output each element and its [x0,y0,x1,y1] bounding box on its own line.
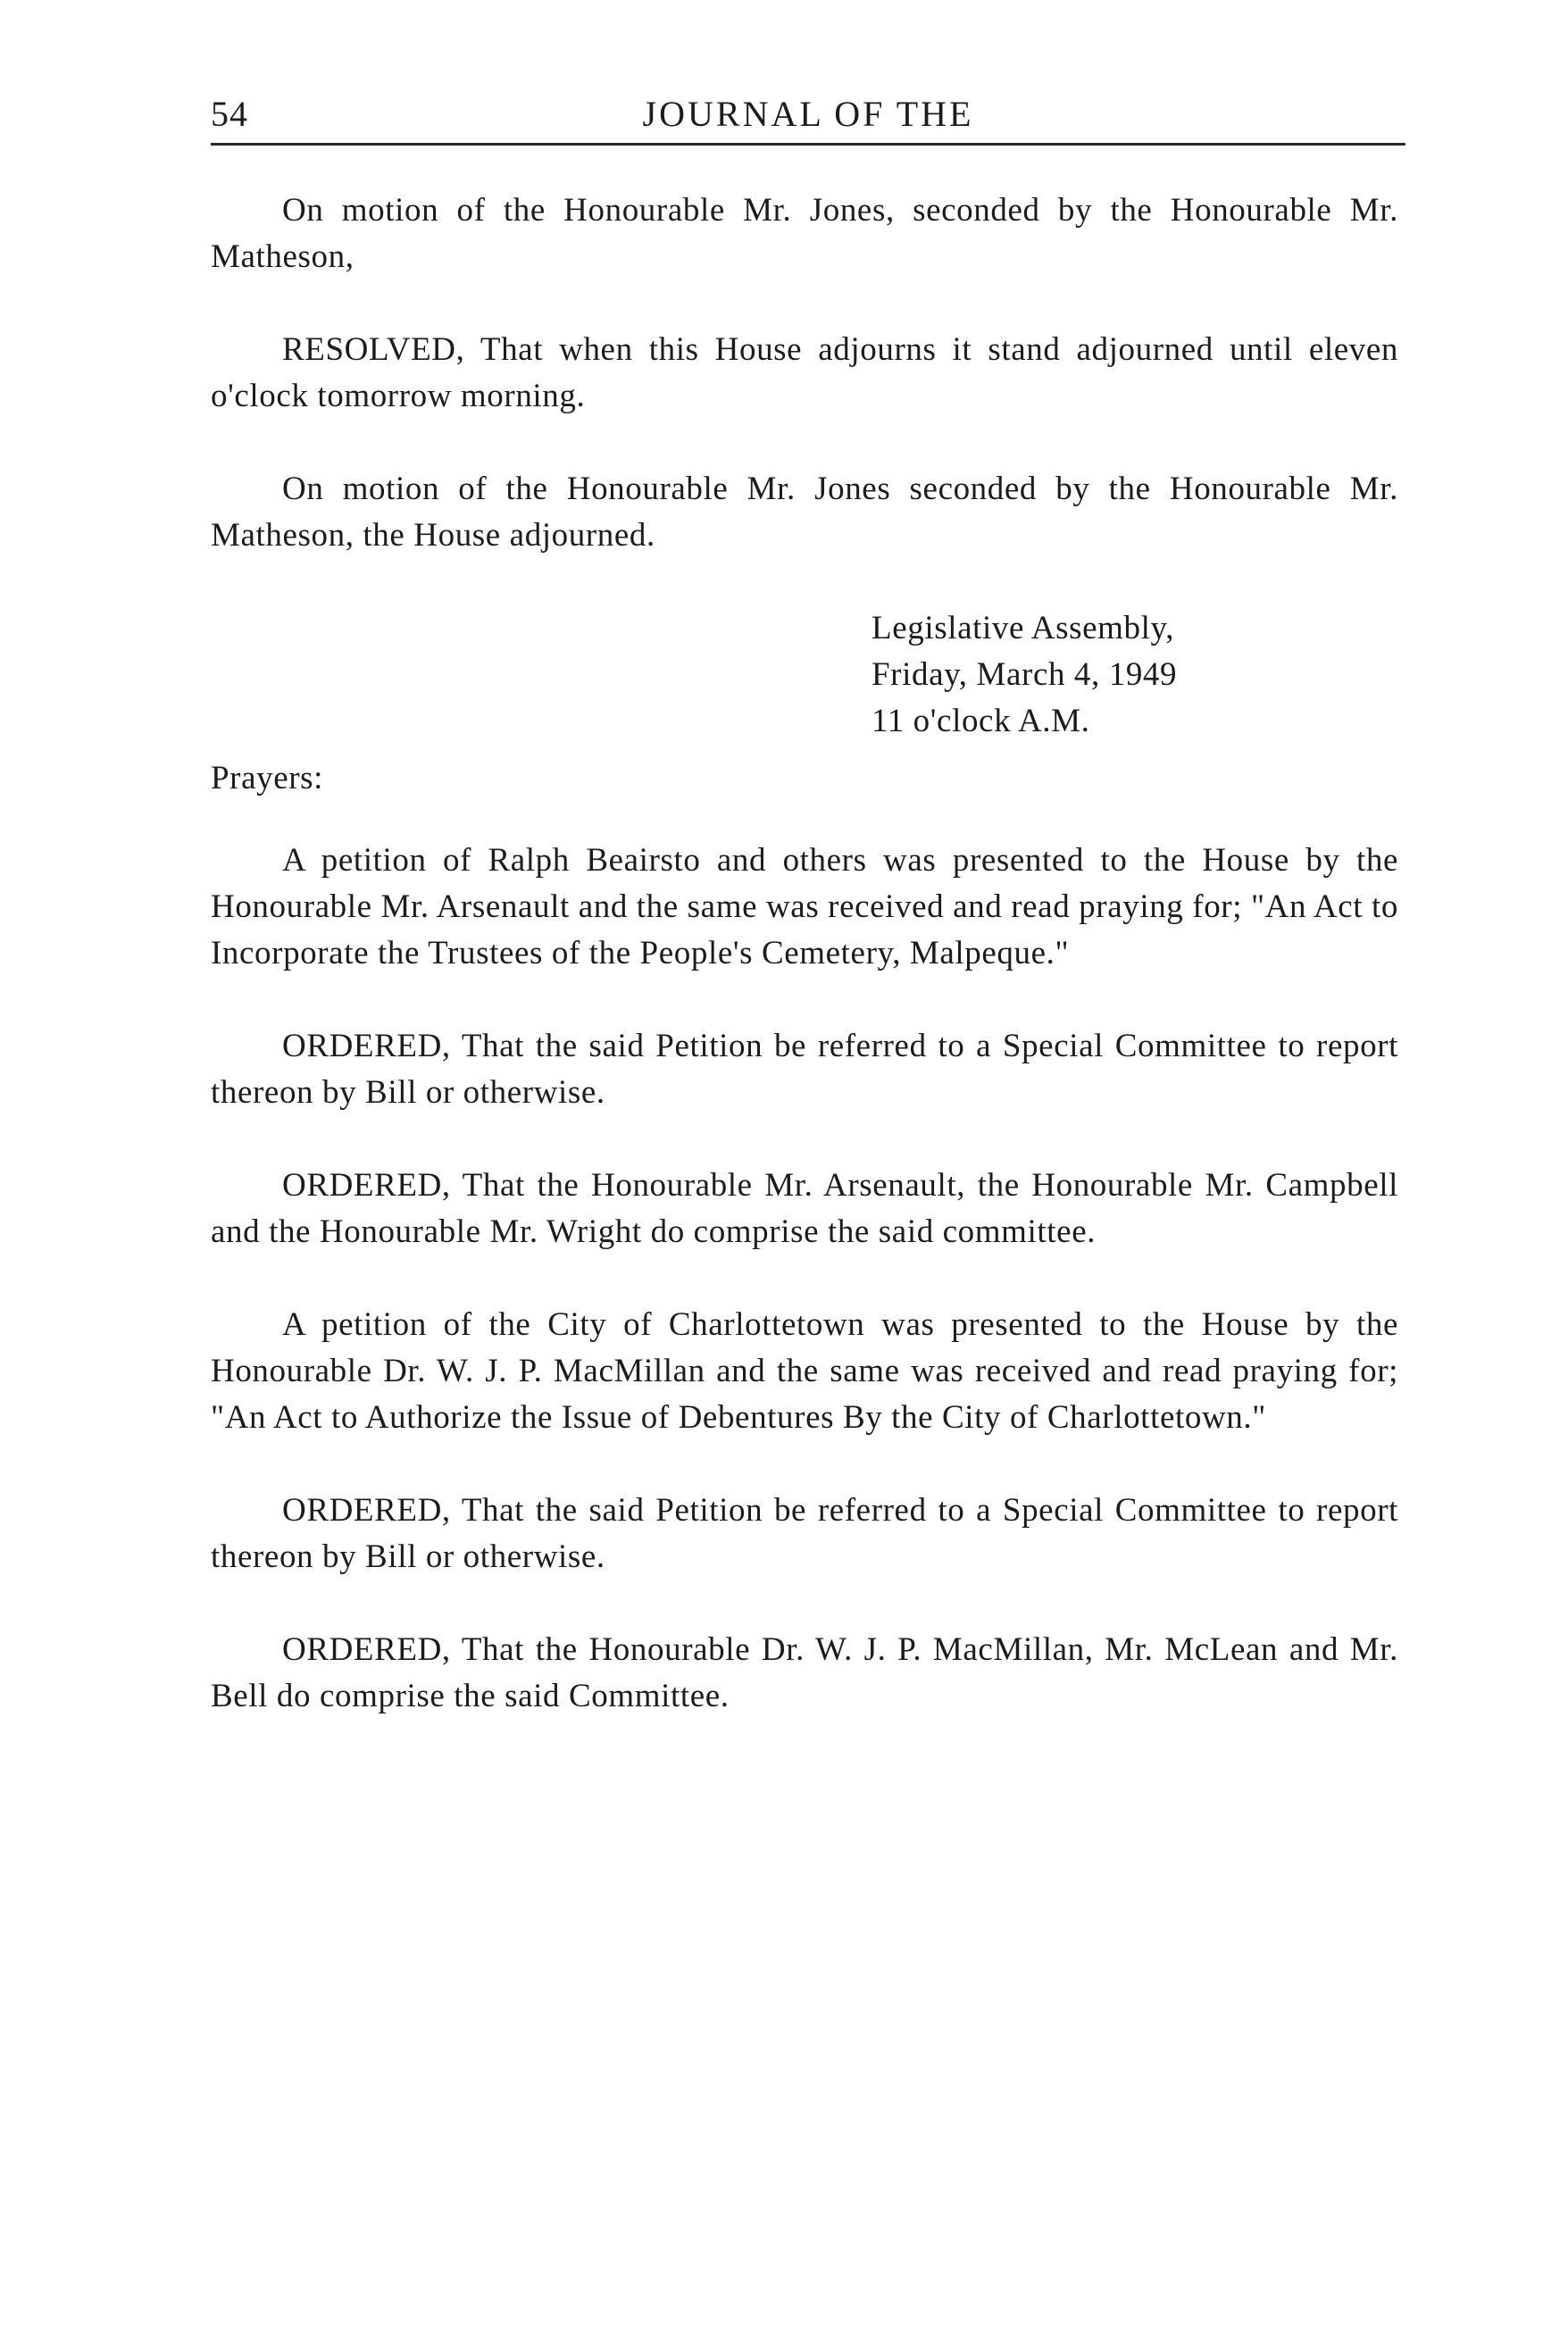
order-paragraph: ORDERED, That the Honourable Mr. Arsenault, the Honourable Mr. Campbell and the Honourable Mr. Wright do comprise the said committee. [211,1167,1398,1250]
sitting-dateline [872,605,1398,745]
dateline-assembly: Legislative Assembly, [872,610,1175,646]
dateline-date: Friday, March 4, 1949 [872,656,1178,693]
page-header [211,88,1405,146]
running-head: JOURNAL OF THE [642,94,974,134]
prayers-label: Prayers: [211,760,324,796]
order-paragraph: ORDERED, That the Honourable Dr. W. J. P. MacMillan, Mr. McLean and Mr. Bell do comprise the said Committee. [211,1631,1398,1714]
dateline-time: 11 o'clock A.M. [872,703,1090,739]
petition-paragraph: A petition of Ralph Beairsto and others was presented to the House by the Honourable Mr. Arsenault and the same was received and read praying for; "An Act to Incorporate the Trustees of the People's Cemetery, Malpeque." [211,842,1398,971]
order-paragraph: ORDERED, That the said Petition be referred to a Special Committee to report thereon by Bill or otherwise. [211,1028,1398,1111]
page-number: 54 [211,94,248,134]
motion-paragraph: On motion of the Honourable Mr. Jones, seconded by the Honourable Mr. Matheson, [211,192,1398,275]
journal-body [211,188,1398,1766]
resolution-paragraph: RESOLVED, That when this House adjourns it stand adjourned until eleven o'clock tomorrow morning. [211,331,1398,414]
adjournment-paragraph: On motion of the Honourable Mr. Jones seconded by the Honourable Mr. Matheson, the House adjourned. [211,471,1398,554]
petition-paragraph: A petition of the City of Charlottetown was presented to the House by the Honourable Dr. W. J. P. MacMillan and the same was received and read praying for; "An Act to Authorize the Issue of Debentures By the City of Charlottetown." [211,1306,1398,1436]
order-paragraph: ORDERED, That the said Petition be referred to a Special Committee to report thereon by Bill or otherwise. [211,1492,1398,1575]
